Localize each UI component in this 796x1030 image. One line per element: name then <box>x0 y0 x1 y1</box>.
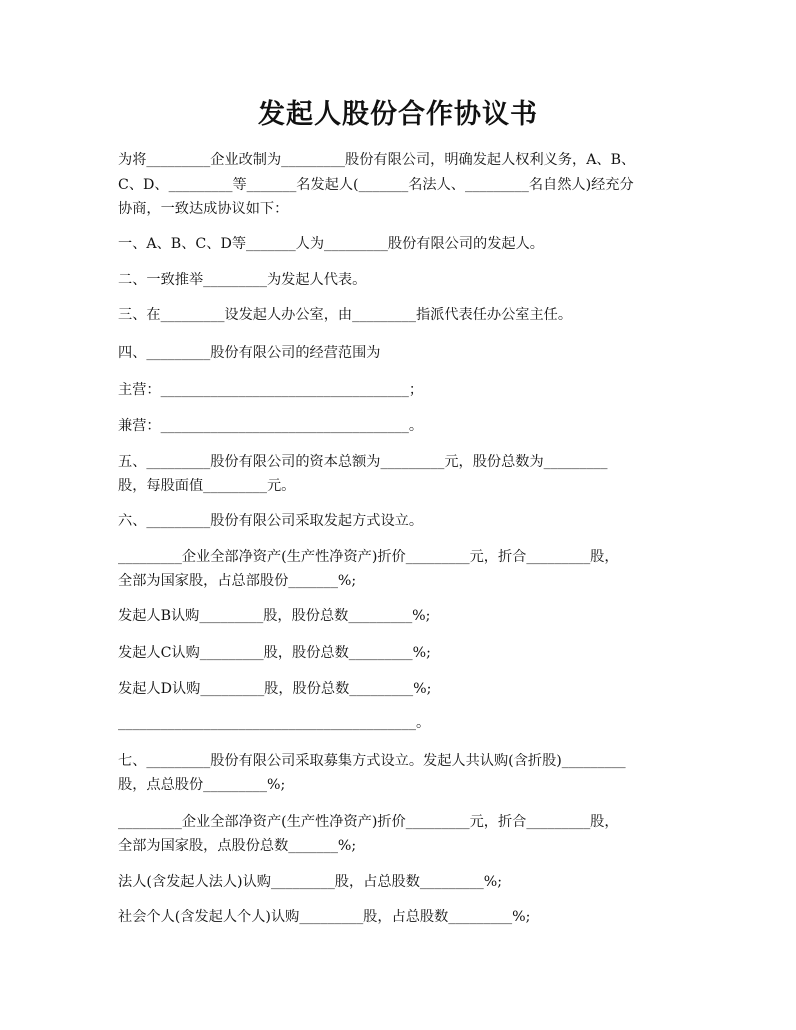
paragraph-line: _________企业全部净资产(生产性净资产)折价_________元，折合_________股， <box>118 549 619 565</box>
paragraph-line: 一、A、B、C、D等_______人为_________股份有限公司的发起人。 <box>118 236 544 252</box>
paragraph-line: 兼营：___________________________________。 <box>118 418 424 434</box>
paragraph-line: 主营：___________________________________； <box>118 382 424 398</box>
document-title: 发起人股份合作协议书 <box>258 99 538 130</box>
paragraph-line: 社会个人(含发起人个人)认购_________股，占总股数_________%; <box>118 909 531 925</box>
paragraph-line: 四、_________股份有限公司的经营范围为 <box>118 345 381 361</box>
paragraph-line: 发起人B认购_________股，股份总数_________%; <box>118 608 431 624</box>
paragraph-line: 全部为国家股，占总部股份_______%; <box>118 573 357 589</box>
paragraph-line: C、D、_________等_______名发起人(_______名法人、_________名自然人)经充分 <box>118 177 634 193</box>
paragraph-line: 法人(含发起人法人)认购_________股，占总股数_________%; <box>118 874 503 890</box>
paragraph-line: 股，点总股份_________%; <box>118 777 286 793</box>
paragraph-line: 二、一致推举_________为发起人代表。 <box>118 272 367 288</box>
paragraph-line: _________企业全部净资产(生产性净资产)折价_________元，折合_________股， <box>118 814 619 830</box>
paragraph-line: 发起人C认购_________股，股份总数_________%; <box>118 645 431 661</box>
paragraph-line: 全部为国家股，点股份总数_______%; <box>118 838 357 854</box>
paragraph-line: __________________________________________。 <box>118 715 431 731</box>
paragraph-line: 七、_________股份有限公司采取募集方式设立。发起人共认购(含折股)_________ <box>118 753 626 769</box>
paragraph-line: 五、_________股份有限公司的资本总额为_________元，股份总数为_________ <box>118 454 608 470</box>
paragraph-line: 为将_________企业改制为_________股份有限公司，明确发起人权利义务，A、B、 <box>118 152 636 168</box>
paragraph-line: 股，每股面值_________元。 <box>118 478 296 494</box>
paragraph-line: 三、在_________设发起人办公室，由_________指派代表任办公室主任。 <box>118 307 573 323</box>
paragraph-line: 六、_________股份有限公司采取发起方式设立。 <box>118 513 424 529</box>
paragraph-line: 协商，一致达成协议如下： <box>118 201 289 217</box>
paragraph-line: 发起人D认购_________股，股份总数_________%; <box>118 681 432 697</box>
